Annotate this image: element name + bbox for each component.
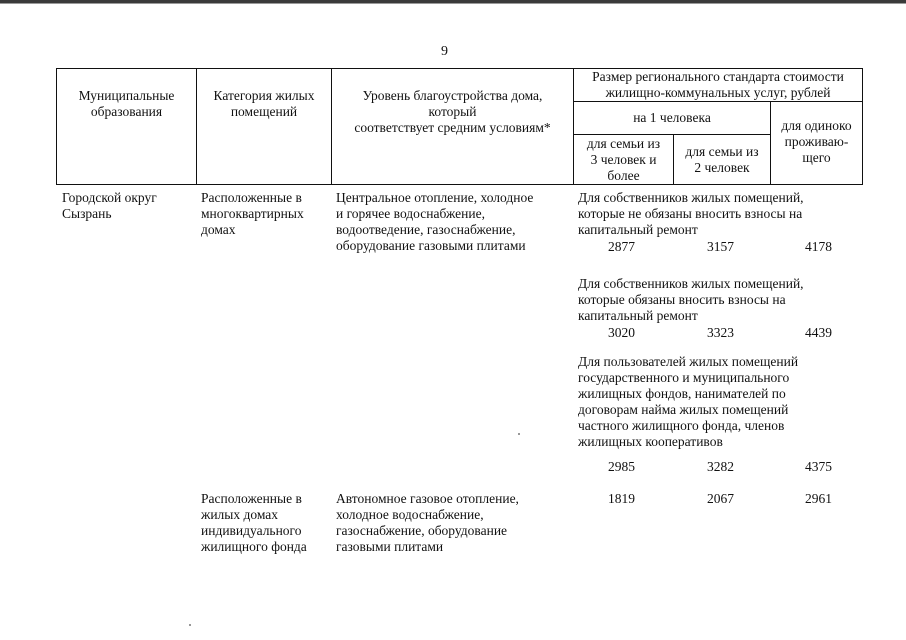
level-individual-houses: Автономное газовое отопление, холодное водоснабжение, газоснабжение, оборудование газовыми плитами — [336, 491, 519, 554]
group-tenants-users: Для пользователей жилых помещений государственного и муниципального жилищных фондов, нанимателей по договорам найма жилых помещений частного жилищного фонда, членов жилищных кооперативов — [578, 354, 799, 449]
category-apartment-buildings: Расположенные в многоквартирных домах — [201, 190, 304, 237]
value-family-2: 2067 — [707, 491, 734, 506]
header-level: Уровень благоустройства дома, который соответствует средним условиям* — [354, 88, 551, 135]
scan-speck — [518, 433, 520, 435]
level-apartment-buildings: Центральное отопление, холодное и горячее водоснабжение, водоотведение, газоснабжение, оборудование газовыми плитами — [336, 190, 534, 253]
group-owners-no-capital-repair: Для собственников жилых помещений, которые не обязаны вносить взносы на капитальный ремонт — [578, 190, 804, 237]
page-number: 9 — [441, 44, 448, 59]
value-family-3: 3020 — [608, 325, 635, 340]
value-family-2: 3157 — [707, 239, 734, 254]
header-per-person: на 1 человека — [633, 110, 711, 125]
value-family-3: 2877 — [608, 239, 635, 254]
header-family-2: для семьи из 2 человек — [685, 144, 759, 175]
category-individual-houses: Расположенные в жилых домах индивидуального жилищного фонда — [201, 491, 307, 554]
value-family-3: 2985 — [608, 459, 635, 474]
scan-edge-shadow — [0, 3, 906, 4]
value-family-2: 3323 — [707, 325, 734, 340]
header-standard: Размер регионального стандарта стоимости жилищно-коммунальных услуг, рублей — [592, 69, 844, 100]
header-family-3: для семьи из 3 человек и более — [586, 136, 661, 183]
municipality-name: Городской округ Сызрань — [62, 190, 157, 221]
header-municipality: Муниципальные образования — [78, 88, 175, 119]
value-single: 4375 — [805, 459, 832, 474]
value-single: 2961 — [805, 491, 832, 506]
group-owners-capital-repair: Для собственников жилых помещений, которые обязаны вносить взносы на капитальный ремонт — [578, 276, 804, 323]
scan-speck — [189, 624, 191, 626]
value-single: 4178 — [805, 239, 832, 254]
value-family-3: 1819 — [608, 491, 635, 506]
value-family-2: 3282 — [707, 459, 734, 474]
value-single: 4439 — [805, 325, 832, 340]
header-category: Категория жилых помещений — [213, 88, 315, 119]
header-single: для одиноко проживаю- щего — [781, 118, 852, 165]
